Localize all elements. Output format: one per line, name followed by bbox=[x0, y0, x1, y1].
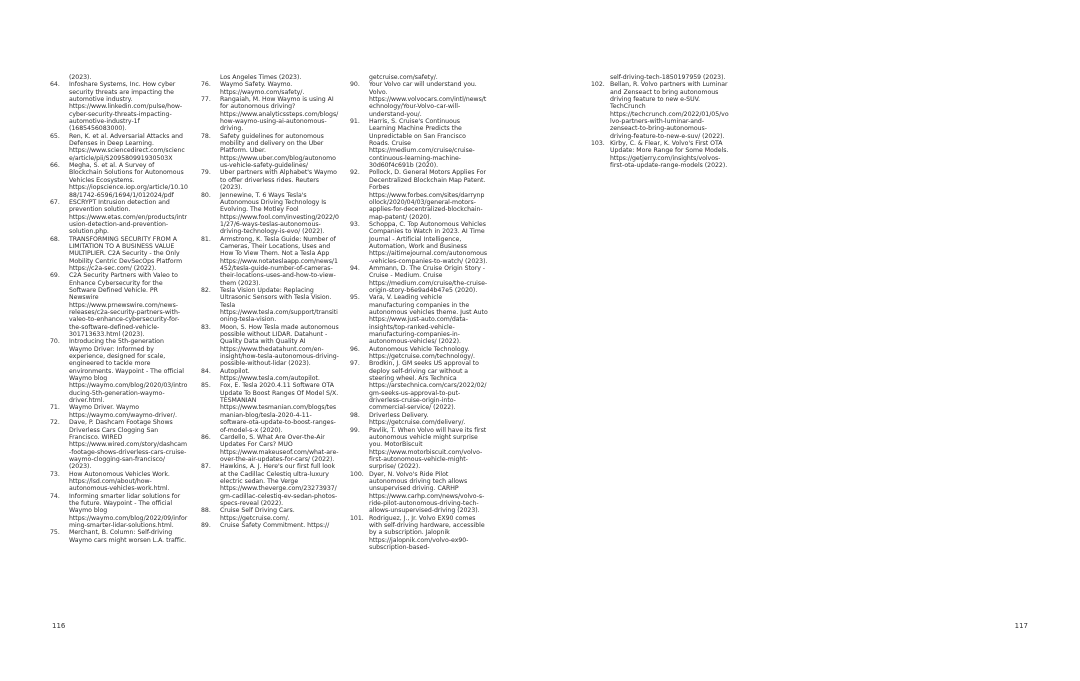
reference-entry bbox=[350, 294, 488, 345]
reference-number: 68. bbox=[50, 235, 60, 243]
reference-number: 98. bbox=[350, 411, 360, 419]
reference-number: 80. bbox=[201, 191, 211, 199]
reference-entry bbox=[350, 346, 488, 361]
reference-text: Driverless Delivery. https://getcruise.com/delivery/. bbox=[369, 411, 466, 427]
reference-entry bbox=[50, 471, 188, 493]
reference-text: Waymo Safety. Waymo. https://waymo.com/safety/. bbox=[220, 81, 305, 96]
reference-entry bbox=[201, 192, 339, 236]
reference-text: Your Volvo car will understand you. Volvo. https://www.volvocars.com/intl/news/technology/Your-Volvo-car-will-understand-you/. bbox=[369, 81, 487, 118]
reference-text: Ammann, D. The Cruise Origin Story - Cruise - Medium. Cruise https://medium.com/cruise/the-cruise-origin-story-b6e9ad4b47e5 (2020). bbox=[369, 264, 488, 294]
reference-text: Tesla Vision Update: Replacing Ultrasonic Sensors with Tesla Vision. Tesla https://www.tesla.com/support/transitioning-tesla-vision. bbox=[220, 286, 338, 324]
reference-number: 100. bbox=[350, 470, 364, 478]
reference-text: Brodkin, J. GM seeks US approval to deploy self-driving car without a steering wheel. Ars Technica https://arstechnica.com/cars/2022/02/gm-seeks-us-approval-to-put-driverless-cruise-origin-into-commercial-service/ (2022). bbox=[369, 360, 487, 412]
reference-number: 77. bbox=[201, 96, 211, 104]
reference-number: 95. bbox=[350, 294, 360, 302]
reference-text: C2A Security Partners with Valeo to Enhance Cybersecurity for the Software Defined Vehicle. PR Newswire https://www.prnewswire.com/news-releases/c2a-security-partners-with-valeo-to-enhance-cybersecurity-for-the-software-defined-vehicle-301713633.html (2023). bbox=[69, 272, 181, 339]
reference-entry bbox=[50, 493, 188, 530]
reference-text: Informing smarter lidar solutions for the future. Waypoint - The official Waymo blog https://waymo.com/blog/2022/09/informing-smarter-lidar-solutions.html. bbox=[69, 492, 188, 529]
reference-entry bbox=[201, 169, 339, 191]
reference-entry bbox=[50, 338, 188, 404]
reference-number: 94. bbox=[350, 264, 360, 272]
page-number-right: 117 bbox=[1014, 622, 1028, 630]
reference-text: How Autonomous Vehicles Work. https://lsd.com/about/how-autonomous-vehicles-work.html. bbox=[69, 470, 170, 493]
reference-entry bbox=[201, 81, 339, 96]
reference-entry bbox=[50, 199, 188, 236]
reference-number: 84. bbox=[201, 367, 211, 375]
reference-number: 99. bbox=[350, 426, 360, 434]
reference-entry bbox=[201, 522, 339, 529]
reference-entry bbox=[350, 427, 488, 471]
reference-text: Introducing the 5th-generation Waymo Driver: Informed by experience, designed for scale, engineered to tackle more environments. Waypoint - The official Waymo blog https://waymo.com/blog/2020/03/introducing-5th-generation-waymo-driver.html. bbox=[69, 338, 188, 405]
reference-text: Waymo Driver. Waymo https://waymo.com/waymo-driver/. bbox=[69, 404, 177, 419]
reference-text: Autonomous Vehicle Technology. https://getcruise.com/technology/. bbox=[369, 345, 475, 361]
reference-text: Safety guidelines for autonomous mobility and delivery on the Uber Platform. Uber. https://www.uber.com/blog/autonomous-vehicle-safety-guidelines/ bbox=[220, 132, 336, 170]
reference-number: 91. bbox=[350, 118, 360, 126]
reference-entry bbox=[350, 118, 488, 169]
reference-number: 72. bbox=[50, 419, 60, 427]
reference-entry bbox=[50, 419, 188, 470]
reference-number: 102. bbox=[591, 81, 605, 89]
reference-entry bbox=[201, 96, 339, 133]
reference-number: 93. bbox=[350, 220, 360, 228]
reference-number: 79. bbox=[201, 169, 211, 177]
reference-number: 86. bbox=[201, 433, 211, 441]
reference-text: Autopilot. https://www.tesla.com/autopilot. bbox=[220, 367, 320, 383]
reference-text: Pollock, D. General Motors Applies For Decentralized Blockchain Map Patent. Forbes https://www.forbes.com/sites/darrynpollock/2020/04/03/general-motors-applies-for-decentralized-blockchain-map-patent/ (2020). bbox=[369, 169, 486, 221]
reference-entry bbox=[350, 515, 488, 552]
reference-entry bbox=[50, 236, 188, 273]
reference-text: (2023). bbox=[69, 74, 92, 81]
reference-number: 75. bbox=[50, 529, 60, 537]
reference-number: 66. bbox=[50, 162, 60, 170]
page-number-left: 116 bbox=[52, 622, 66, 630]
reference-text: Rangaiah, M. How Waymo is using AI for autonomous driving? https://www.analyticssteps.com/blogs/how-waymo-using-ai-autonomous-driving. bbox=[220, 96, 339, 133]
reference-entry bbox=[350, 471, 488, 515]
reference-text: Cruise Safety Commitment. https:// bbox=[220, 521, 330, 529]
reference-text: Cruise Self Driving Cars. https://getcruise.com/. bbox=[220, 507, 295, 522]
reference-entry bbox=[350, 221, 488, 265]
reference-entry bbox=[50, 81, 188, 132]
reference-text: Kirby, C. & Flear, K. Volvo's First OTA Update: More Range for Some Models. https://getjerry.com/insights/volvos-first-ota-update-range-models (2022). bbox=[610, 140, 729, 170]
reference-text: Dyer, N. Volvo's Ride Pilot autonomous driving tech allows unsupervised driving. CARHP https://www.carhp.com/news/volvo-s-ride-pilot-autonomous-driving-tech-allows-unsupervised-driving (2023). bbox=[369, 470, 485, 515]
reference-text: Fox, E. Tesla 2020.4.11 Software OTA Update To Boost Ranges Of Model S/X. TESMANIAN https://www.tesmanian.com/blogs/tesmanian-blog/tesla-2020-4-11-software-ota-update-to-boost-ranges-of-model-s-x (2020). bbox=[220, 382, 339, 434]
reference-text: Pavlik, T. When Volvo will have its first autonomous vehicle might surprise you. MotorBiscuit https://www.motorbiscuit.com/volvo-first-autonomous-vehicle-might-surprise/ (2022). bbox=[369, 426, 487, 471]
reference-text: Harris, S. Cruise's Continuous Learning Machine Predicts the Unpredictable on San Francisco Roads. Cruise https://medium.com/cruise/cruise-continuous-learning-machine-30d60f4c691b (2020). bbox=[369, 118, 475, 170]
reference-text: self-driving-tech-1850197959 (2023). bbox=[610, 74, 726, 81]
reference-text: Bellan, R. Volvo partners with Luminar and Zenseact to bring autonomous driving feature to new e-SUV. TechCrunch https://techcrunch.com/2022/01/05/volvo-partners-with-luminar-and-zenseact-to-bring-autonomous-driving-feature-to-new-e-suv/ (2022). bbox=[610, 81, 729, 140]
reference-text: Moon, S. How Tesla made autonomous possible without LIDAR. Datahunt - Quality Data with Quality AI https://www.thedatahunt.com/en-insight/how-tesla-autonomous-driving-possible-without-lidar (2023). bbox=[220, 323, 339, 368]
reference-column-1 bbox=[50, 74, 188, 544]
reference-number: 67. bbox=[50, 198, 60, 206]
reference-number: 74. bbox=[50, 492, 60, 500]
reference-entry bbox=[201, 236, 339, 287]
reference-number: 101. bbox=[350, 514, 364, 522]
reference-entry bbox=[201, 324, 339, 368]
reference-text: Dave, P. Dashcam Footage Shows Driverless Cars Clogging San Francisco. WIRED https://www.wired.com/story/dashcam-footage-shows-driverless-cars-cruise-waymo-clogging-san-francisco/ (2023). bbox=[69, 419, 188, 471]
reference-text: Cardello, S. What Are Over-the-Air Updates For Cars? MUO https://www.makeuseof.com/what-are-over-the-air-updates-for-cars/ (2022). bbox=[220, 433, 339, 463]
reference-text: Uber partners with Alphabet's Waymo to offer driverless rides. Reuters (2023). bbox=[220, 169, 337, 192]
reference-entry bbox=[350, 360, 488, 411]
reference-entry bbox=[201, 368, 339, 383]
reference-number: 78. bbox=[201, 132, 211, 140]
reference-entry bbox=[50, 529, 188, 544]
reference-entry bbox=[50, 404, 188, 419]
reference-text: Armstrong, K. Tesla Guide: Number of Cameras, Their Locations, Uses and How To View Them. Not a Tesla App https://www.notateslaapp.com/news/1452/tesla-guide-number-of-cameras-their-locations-uses-and-how-to-view-them (2023). bbox=[220, 235, 338, 287]
reference-entry bbox=[591, 140, 729, 169]
reference-column-4 bbox=[591, 74, 729, 169]
reference-entry bbox=[350, 81, 488, 118]
reference-entry bbox=[350, 412, 488, 427]
reference-text: Los Angeles Times (2023). bbox=[220, 74, 302, 81]
reference-number: 73. bbox=[50, 470, 60, 478]
reference-text: Hawkins, A. J. Here's our first full look at the Cadillac Celestiq ultra-luxury electric sedan. The Verge https://www.theverge.com/23273937/gm-cadillac-celestiq-ev-sedan-photos-specs-reveal (2022). bbox=[220, 463, 338, 507]
reference-number: 87. bbox=[201, 463, 211, 471]
reference-entry bbox=[350, 169, 488, 220]
reference-entry bbox=[201, 74, 339, 81]
reference-text: Megha, S. et al. A Survey of Blockchain Solutions for Autonomous Vehicles Ecosystems. https://iopscience.iop.org/article/10.1088/1742-6596/1694/1/012024/pdf bbox=[69, 162, 188, 199]
reference-text: Rodriguez, J., Jr. Volvo EX90 comes with self-driving hardware, accessible by a subscription. Jalopnik https://jalopnik.com/volvo-ex90-subscription-based- bbox=[369, 514, 485, 551]
reference-number: 71. bbox=[50, 404, 60, 412]
reference-text: Infoshare Systems, Inc. How cyber security threats are impacting the automotive industry. https://www.linkedin.com/pulse/how-cyber-security-threats-impacting-automotive-industry-1f (1685456083000). bbox=[69, 81, 183, 133]
reference-number: 70. bbox=[50, 338, 60, 346]
reference-number: 64. bbox=[50, 81, 60, 89]
reference-text: TRANSFORMING SECURITY FROM A LIMITATION TO A BUSINESS VALUE MULTIPLIER. C2A Security - the Only Mobility Centric DevSecOps Platform https://c2a-sec.com/ (2022). bbox=[69, 235, 183, 272]
reference-number: 69. bbox=[50, 272, 60, 280]
reference-number: 76. bbox=[201, 81, 211, 89]
reference-number: 83. bbox=[201, 323, 211, 331]
reference-number: 82. bbox=[201, 286, 211, 294]
reference-text: Schoppa, C. Top Autonomous Vehicles Companies to Watch in 2023. AI Time Journal - Artificial Intelligence, Automation, Work and Business https://aitimejournal.com/autonomous-vehicles-companies-to-watch/ (2023). bbox=[369, 220, 488, 265]
reference-entry bbox=[201, 463, 339, 507]
right-page bbox=[350, 0, 1080, 681]
reference-entry bbox=[350, 74, 488, 81]
reference-entry bbox=[591, 81, 729, 140]
reference-entry bbox=[201, 287, 339, 324]
reference-number: 96. bbox=[350, 345, 360, 353]
reference-entry bbox=[50, 74, 188, 81]
reference-number: 92. bbox=[350, 169, 360, 177]
reference-column-3 bbox=[350, 74, 488, 551]
reference-entry bbox=[591, 74, 729, 81]
reference-text: Ren, K. et al. Adversarial Attacks and Defenses in Deep Learning. https://www.sciencedirect.com/science/article/pii/S209580991930503X bbox=[69, 132, 185, 162]
reference-text: ESCRYPT Intrusion detection and prevention solution. https://www.etas.com/en/products/intrusion-detection-and-prevention-solution.php. bbox=[69, 198, 188, 236]
reference-number: 89. bbox=[201, 521, 211, 529]
reference-column-2 bbox=[201, 74, 339, 529]
reference-number: 90. bbox=[350, 81, 360, 89]
reference-text: Jennewine, T. 6 Ways Tesla's Autonomous Driving Technology Is Evolving. The Motley Fool https://www.fool.com/investing/2022/01/27/6-ways-teslas-autonomous-driving-technology-is-evo/ (2022). bbox=[220, 191, 339, 236]
reference-entry bbox=[201, 133, 339, 170]
reference-number: 81. bbox=[201, 235, 211, 243]
reference-entry bbox=[201, 434, 339, 463]
reference-entry bbox=[350, 265, 488, 294]
reference-entry bbox=[50, 133, 188, 162]
reference-text: getcruise.com/safety/. bbox=[369, 74, 438, 81]
reference-entry bbox=[50, 162, 188, 199]
reference-text: Merchant, B. Column: Self-driving Waymo cars might worsen L.A. traffic. bbox=[69, 529, 187, 544]
reference-entry bbox=[201, 507, 339, 522]
reference-text: Vara, V. Leading vehicle manufacturing companies in the autonomous vehicles theme. Just Auto https://www.just-auto.com/data-insights/top-ranked-vehicle-manufacturing-companies-in-autonomous-vehicles/ (2022). bbox=[369, 294, 488, 346]
reference-number: 65. bbox=[50, 132, 60, 140]
reference-entry bbox=[201, 382, 339, 433]
reference-entry bbox=[50, 272, 188, 338]
reference-number: 85. bbox=[201, 382, 211, 390]
reference-number: 88. bbox=[201, 507, 211, 515]
reference-number: 97. bbox=[350, 360, 360, 368]
reference-number: 103. bbox=[591, 140, 605, 148]
